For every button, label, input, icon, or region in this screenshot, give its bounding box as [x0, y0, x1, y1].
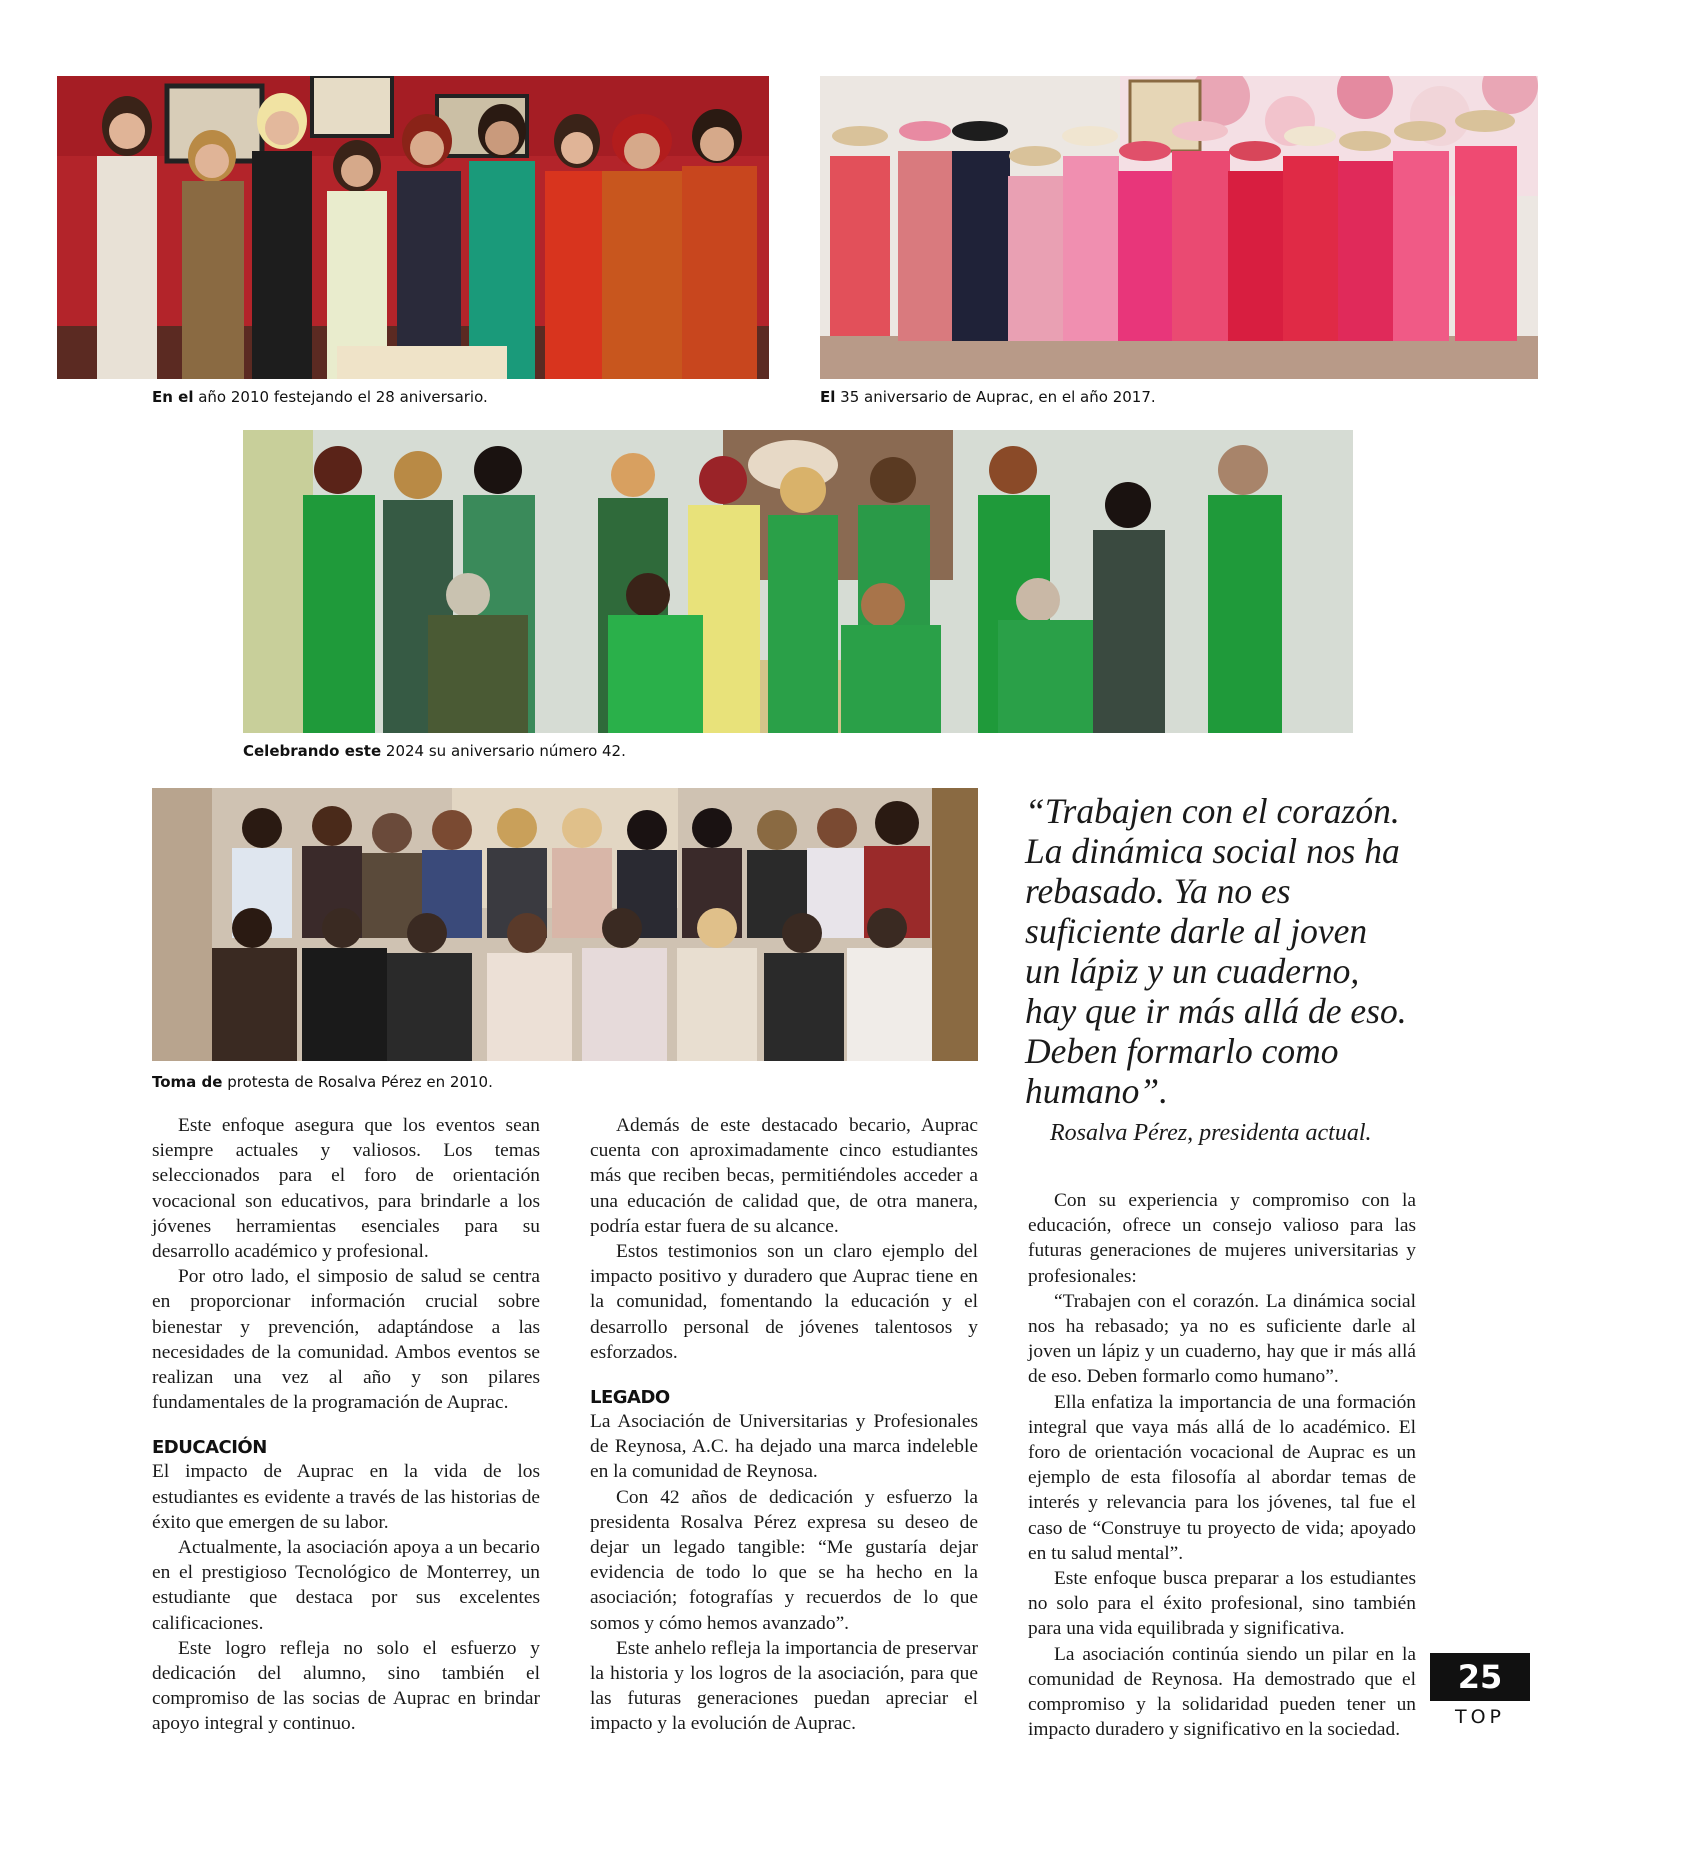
caption-bold-lead: En el — [152, 388, 194, 406]
caption-text: 2024 su aniversario número 42. — [381, 742, 626, 760]
paragraph: Este anhelo refleja la importancia de preservar la historia y los logros de la asociación, para que las futuras generaciones puedan apreciar el impacto y la evolución de Auprac. — [590, 1637, 978, 1735]
article-column-3 — [1028, 1188, 1416, 1742]
paragraph: Este enfoque busca preparar a los estudiantes no solo para el éxito profesional, sino también para una vida equilibrada y significativa. — [1028, 1568, 1416, 1640]
caption-bold-lead: El — [820, 388, 836, 406]
paragraph: Ella enfatiza la importancia de una formación integral que vaya más allá de lo académico. El foro de orientación vocacional de Auprac es un ejemplo de esta filosofía al abordar temas de interés y relevancia para los jóvenes, tal fue el caso de “Construye tu proyecto de vida; apoyado en tu salud mental”. — [1028, 1391, 1416, 1564]
article-column-1 — [152, 1113, 540, 1737]
caption-text: protesta de Rosalva Pérez en 2010. — [222, 1073, 493, 1091]
article-column-2 — [590, 1113, 978, 1737]
paragraph: Este enfoque asegura que los eventos sean siempre actuales y valiosos. Los temas seleccionados para el foro de orientación vocacional son educativos, para brindarle a los jóvenes herramientas esenciales para su desarrollo académico y profesional. — [152, 1115, 540, 1263]
caption-bold-lead: Toma de — [152, 1073, 223, 1091]
section-heading-educacion: EDUCACIÓN — [152, 1437, 267, 1459]
paragraph: Este logro refleja no solo el esfuerzo y dedicación del alumno, sino también el compromiso de las socias de Auprac en brindar apoyo integral y continuo. — [152, 1637, 540, 1735]
paragraph: Estos testimonios son un claro ejemplo del impacto positivo y duradero que Auprac tiene en la comunidad, fomentando la educación y el desarrollo personal de jóvenes talentosos y esforzados. — [590, 1241, 978, 1363]
caption-text: año 2010 festejando el 28 aniversario. — [193, 388, 488, 406]
paragraph: La asociación continúa siendo un pilar en la comunidad de Reynosa. Ha demostrado que el compromiso y la solidaridad pueden tener un impacto duradero y significativo en la sociedad. — [1028, 1643, 1416, 1741]
section-heading-legado: LEGADO — [590, 1387, 670, 1409]
caption-bold-lead: Celebrando este — [243, 742, 382, 760]
photo-2010-anniversary — [57, 76, 769, 379]
photo-caption-2010-protesta — [152, 1073, 493, 1091]
photo-caption-2017-anniversary — [820, 388, 1156, 406]
section-label: TOP — [1454, 1706, 1506, 1728]
paragraph: “Trabajen con el corazón. La dinámica social nos ha rebasado; ya no es suficiente darle al joven un lápiz y un cuaderno, hay que ir más allá de eso. Deben formarlo como humano”. — [1028, 1290, 1416, 1388]
paragraph: Con 42 años de dedicación y esfuerzo la presidenta Rosalva Pérez expresa su deseo de dejar un legado tangible: “Me gustaría dejar evidencia de todo lo que se ha hecho en la asociación; fotografías y recuerdos de lo que somos y cómo hemos avanzado”. — [590, 1486, 978, 1634]
photo-2010-protesta — [152, 788, 978, 1061]
photo-2017-anniversary — [820, 76, 1538, 379]
caption-text: 35 aniversario de Auprac, en el año 2017. — [835, 388, 1156, 406]
photo-2024-anniversary — [243, 430, 1353, 733]
paragraph: Por otro lado, el simposio de salud se centra en proporcionar información crucial sobre bienestar y prevención, adaptándose a las necesidades de la comunidad. Ambos eventos se realizan una vez al año y son pilares fundamentales de la programación de Auprac. — [152, 1266, 540, 1414]
pull-quote-author: Rosalva Pérez, presidenta actual. — [1050, 1120, 1372, 1146]
paragraph: Además de este destacado becario, Auprac cuenta con aproximadamente cinco estudiantes más que reciben becas, permitiéndoles acceder a una educación de calidad que, de otra manera, podría estar fuera de su alcance. — [590, 1115, 978, 1237]
paragraph: Con su experiencia y compromiso con la educación, ofrece un consejo valioso para las futuras generaciones de mujeres universitarias y profesionales: — [1028, 1190, 1416, 1287]
page-number: 25 — [1430, 1653, 1530, 1701]
paragraph: La Asociación de Universitarias y Profesionales de Reynosa, A.C. ha dejado una marca indeleble en la comunidad de Reynosa. — [590, 1411, 978, 1483]
photo-caption-2024-anniversary — [243, 742, 626, 760]
paragraph: El impacto de Auprac en la vida de los estudiantes es evidente a través de las historias de éxito que emergen de su labor. — [152, 1461, 540, 1533]
photo-caption-2010-anniversary — [152, 388, 488, 406]
paragraph: Actualmente, la asociación apoya a un becario en el prestigioso Tecnológico de Monterrey, un estudiante que destaca por sus excelentes calificaciones. — [152, 1537, 540, 1634]
pull-quote: “Trabajen con el corazón. La dinámica social nos ha rebasado. Ya no es suficiente darle al joven un lápiz y un cuaderno, hay que ir más allá de eso. Deben formarlo como humano”. — [1025, 791, 1407, 1111]
